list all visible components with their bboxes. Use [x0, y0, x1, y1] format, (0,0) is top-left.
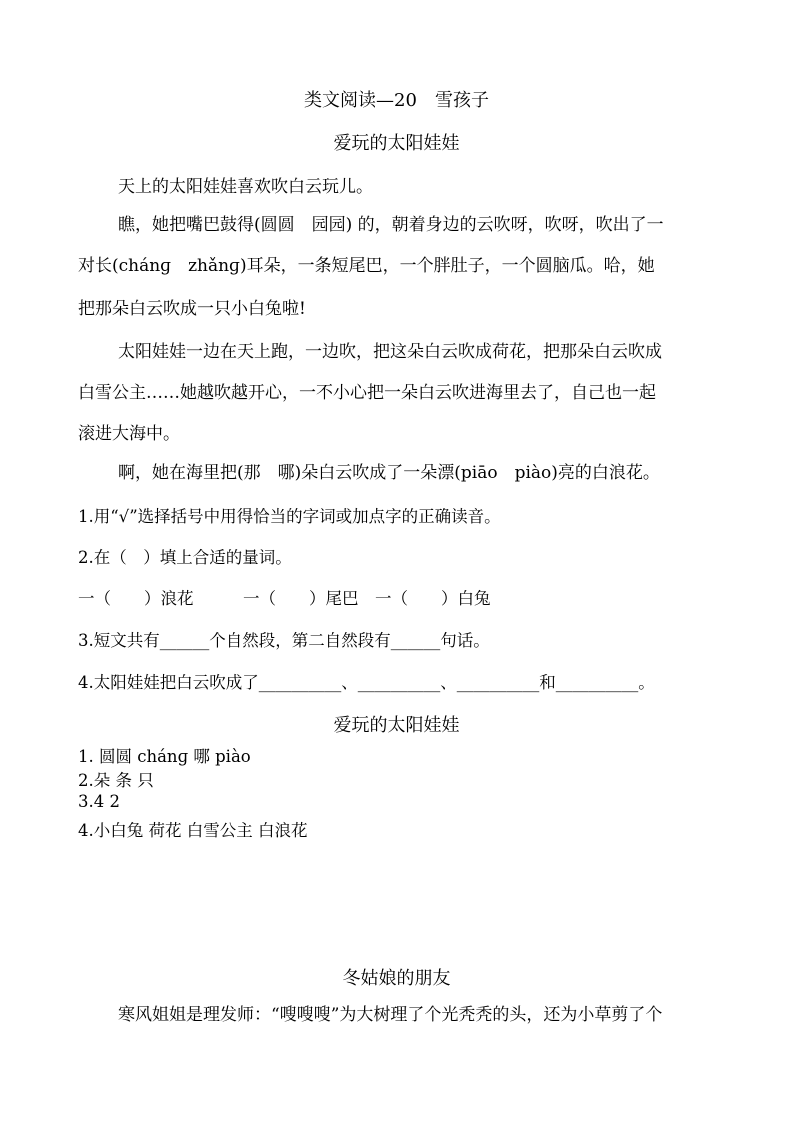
answer-4: 4.小白兔 荷花 白雪公主 白浪花 — [78, 821, 308, 840]
passage2-line-1: 寒风姐姐是理发师：“嗖嗖嗖”为大树理了个光秃秃的头，还为小草剪了个 — [118, 1005, 663, 1025]
passage2-title: 冬姑娘的朋友 — [342, 968, 451, 989]
passage1-line-6: 白雪公主……她越吹越开心，一不小心把一朵白云吹进海里去了，自己也一起 — [78, 383, 656, 403]
passage1-line-2: 瞧，她把嘴巴鼓得(圆圆 园园) 的，朝着身边的云吹呀，吹呀，吹出了一 — [118, 215, 664, 235]
passage1-title: 爱玩的太阳娃娃 — [333, 133, 460, 154]
answer-3: 3.4 2 — [78, 792, 120, 811]
passage1-line-7: 滚进大海中。 — [78, 424, 180, 444]
passage1-line-4: 把那朵白云吹成一只小白兔啦! — [78, 299, 306, 319]
passage1-line-8: 啊，她在海里把(那 哪)朵白云吹成了一朵漂(piāo piào)亮的白浪花。 — [118, 463, 660, 483]
answers-title: 爱玩的太阳娃娃 — [333, 715, 460, 736]
question-4: 4.太阳娃娃把白云吹成了__________、__________、__________和__________。 — [78, 673, 655, 692]
document-title: 类文阅读—20 雪孩子 — [304, 90, 489, 111]
question-3: 3.短文共有______个自然段，第二自然段有______句话。 — [78, 631, 490, 650]
question-1: 1.用“√”选择括号中用得恰当的字词或加点字的正确读音。 — [78, 507, 501, 526]
passage1-line-1: 天上的太阳娃娃喜欢吹白云玩儿。 — [118, 177, 373, 197]
passage1-line-5: 太阳娃娃一边在天上跑，一边吹，把这朵白云吹成荷花，把那朵白云吹成 — [118, 342, 662, 362]
question-2-blanks: 一（ ）浪花 一（ ）尾巴 一（ ）白兔 — [78, 589, 491, 608]
answer-2: 2.朵 条 只 — [78, 771, 154, 790]
question-2: 2.在（ ）填上合适的量词。 — [78, 548, 292, 567]
answer-1: 1. 圆圆 chánɡ 哪 piào — [78, 747, 251, 766]
passage1-line-3: 对长(chánɡ zhǎnɡ)耳朵，一条短尾巴，一个胖肚子，一个圆脑瓜。哈，她 — [78, 256, 655, 276]
